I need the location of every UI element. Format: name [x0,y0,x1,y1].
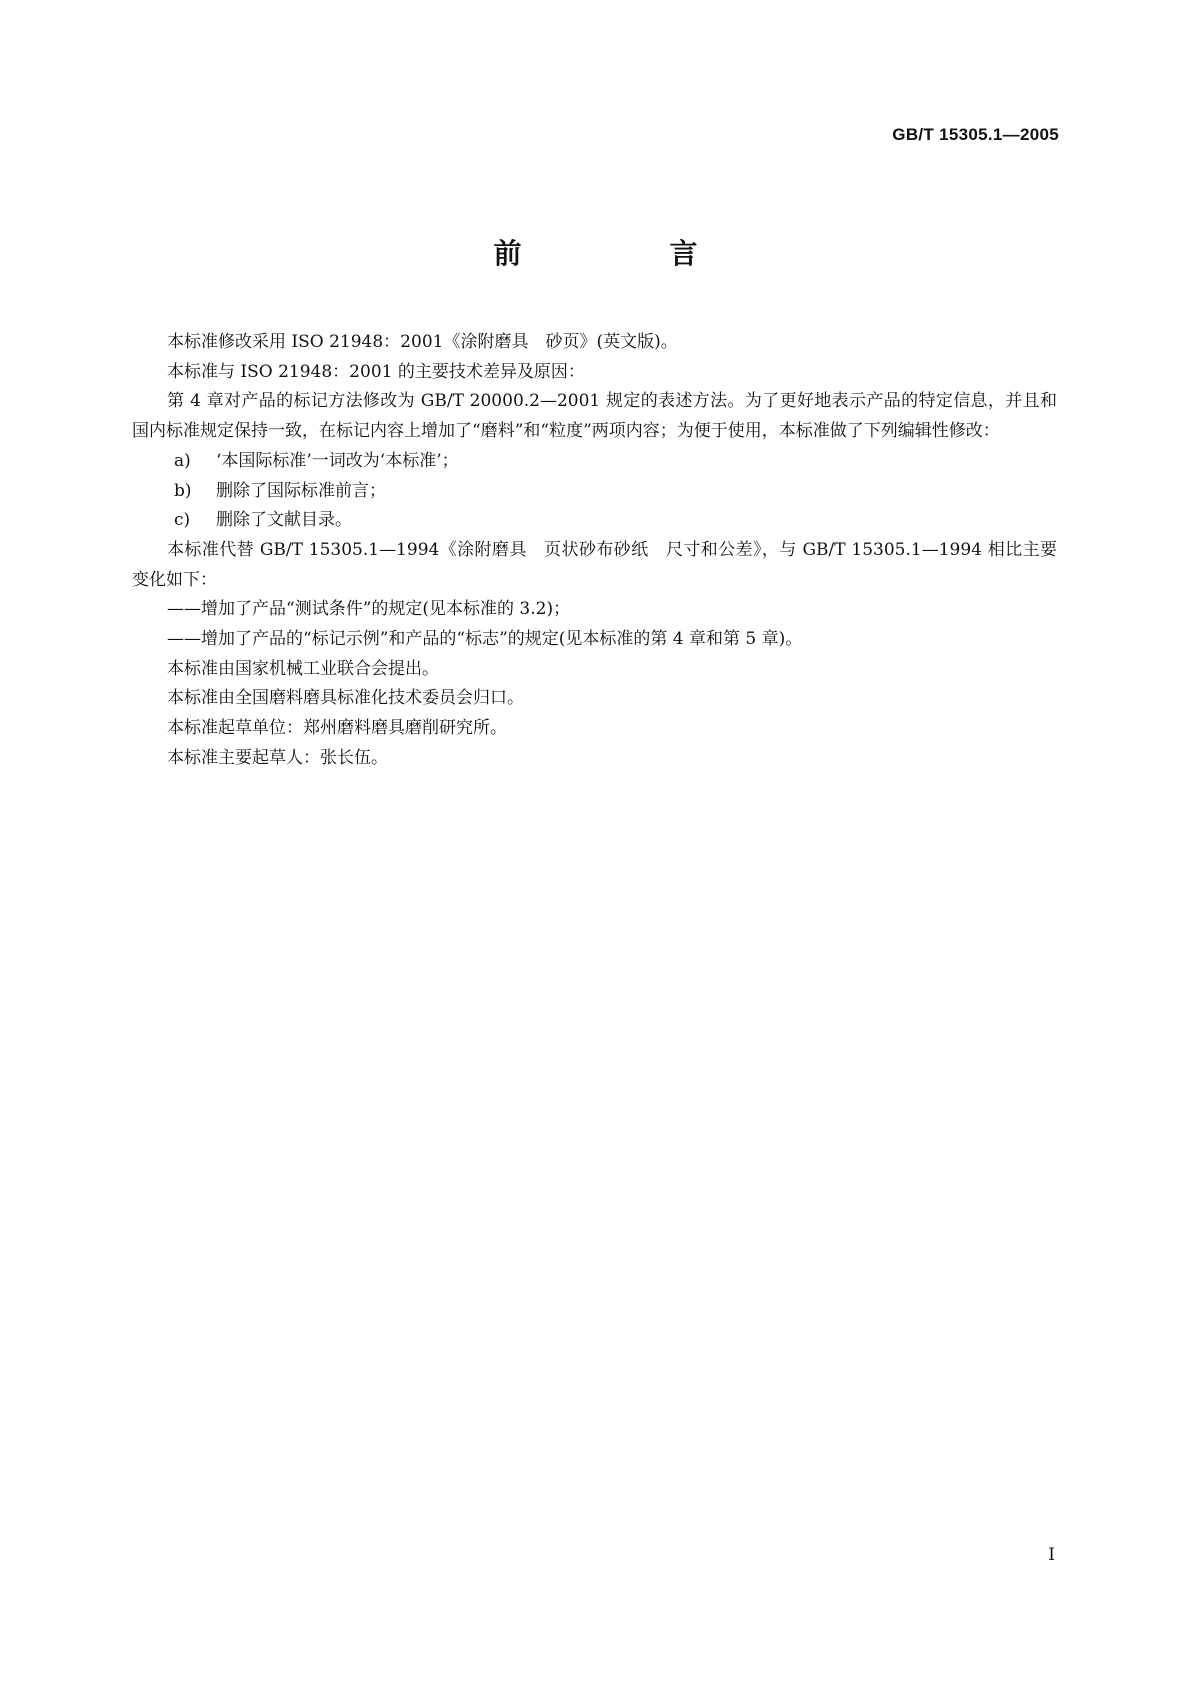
paragraph-replacement: 本标准代替 GB/T 15305.1—1994《涂附磨具 页状砂布砂纸 尺寸和公差》，与 GB/T 15305.1—1994 相比主要变化如下： [132,539,1057,590]
list-item-mark: a) [174,450,191,471]
page-title: 前 言 [493,237,758,270]
change-item: ——增加了产品“测试条件”的规定(见本标准的 3.2)； [167,599,571,620]
list-item-text: 删除了文献目录。 [216,510,352,531]
standard-code: GB/T 15305.1—2005 [892,125,1059,144]
paragraph-drafter: 本标准主要起草人：张长伍。 [167,747,388,768]
page-number: I [1048,1545,1055,1565]
list-item [132,477,1057,507]
list-item [132,447,1057,477]
list-item-text: 删除了国际标准前言； [216,480,386,501]
body-text [132,328,1057,774]
paragraph-committee: 本标准由全国磨料磨具标准化技术委员会归口。 [167,688,524,709]
list-item-mark: c) [174,510,191,531]
list-item [132,506,1057,536]
paragraph-differences: 本标准与 ISO 21948：2001 的主要技术差异及原因： [167,361,585,382]
paragraph-adoption: 本标准修改采用 ISO 21948：2001《涂附磨具 砂页》(英文版)。 [167,332,678,352]
paragraph-drafting-unit: 本标准起草单位：郑州磨料磨具磨削研究所。 [167,718,507,739]
list-item-text: ‘本国际标准’一词改为‘本标准’； [216,450,459,471]
change-item: ——增加了产品的“标记示例”和产品的“标志”的规定(见本标准的第 4 章和第 5 章)。 [167,629,803,650]
list-item-mark: b) [174,480,192,501]
paragraph-chapter-4: 第 4 章对产品的标记方法修改为 GB/T 20000.2—2001 规定的表述方法。为了更好地表示产品的特定信息，并且和国内标准规定保持一致，在标记内容上增加了“磨料”和“粒度”两项内容；为便于使用，本标准做了下列编辑性修改： [132,391,1057,442]
paragraph-proposer: 本标准由国家机械工业联合会提出。 [167,658,439,679]
